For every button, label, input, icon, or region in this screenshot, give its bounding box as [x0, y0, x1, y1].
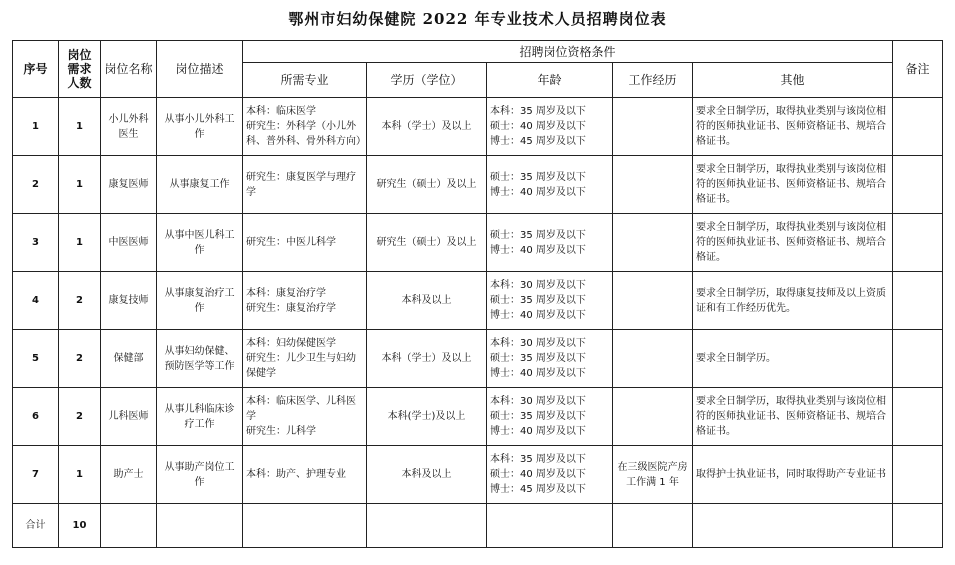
empty-cell	[487, 504, 613, 548]
total-label: 合计	[13, 504, 59, 548]
header-description: 岗位描述	[157, 41, 243, 98]
cell-remark	[893, 388, 943, 446]
cell-age	[487, 388, 613, 446]
cell-degree: 本科（学士）及以上	[367, 330, 487, 388]
age-line: 硕士：35 周岁及以下	[490, 295, 586, 306]
header-demand: 岗位需求人数	[59, 41, 101, 98]
total-value: 10	[59, 504, 101, 548]
cell-experience	[613, 214, 693, 272]
major-line: 本科：临床医学	[246, 106, 316, 117]
cell-demand: 2	[59, 388, 101, 446]
age-line: 本科：35 周岁及以下	[490, 454, 586, 465]
cell-seq: 3	[13, 214, 59, 272]
cell-position: 儿科医师	[101, 388, 157, 446]
empty-cell	[367, 504, 487, 548]
cell-age	[487, 98, 613, 156]
age-line: 本科：30 周岁及以下	[490, 396, 586, 407]
empty-cell	[893, 504, 943, 548]
header-major: 所需专业	[243, 63, 367, 98]
major-line: 研究生：外科学（小儿外科、普外科、骨外科方向）	[246, 121, 366, 147]
age-line: 硕士：35 周岁及以下	[490, 171, 586, 183]
age-line: 博士：45 周岁及以下	[490, 136, 586, 147]
cell-demand: 2	[59, 330, 101, 388]
major-line: 本科：临床医学、儿科医学	[246, 396, 356, 422]
cell-description: 从事助产岗位工作	[157, 446, 243, 504]
cell-description: 从事康复工作	[157, 156, 243, 214]
cell-major	[243, 330, 367, 388]
header-seq: 序号	[13, 41, 59, 98]
age-line: 硕士：40 周岁及以下	[490, 469, 586, 480]
cell-seq: 1	[13, 98, 59, 156]
cell-experience	[613, 98, 693, 156]
total-row	[13, 504, 943, 548]
table-row	[13, 388, 943, 446]
cell-age	[487, 156, 613, 214]
page-title: 鄂州市妇幼保健院 2022 年专业技术人员招聘岗位表	[288, 10, 667, 28]
cell-remark	[893, 214, 943, 272]
cell-major	[243, 388, 367, 446]
age-line: 硕士：35 周岁及以下	[490, 411, 586, 422]
cell-seq: 7	[13, 446, 59, 504]
cell-experience	[613, 388, 693, 446]
cell-remark	[893, 446, 943, 504]
cell-major	[243, 272, 367, 330]
cell-position: 中医医师	[101, 214, 157, 272]
header-other: 其他	[693, 63, 893, 98]
cell-position: 康复技师	[101, 272, 157, 330]
age-line: 本科：30 周岁及以下	[490, 338, 586, 349]
age-line: 博士：45 周岁及以下	[490, 484, 586, 495]
table-row	[13, 446, 943, 504]
cell-degree: 本科(学士)及以上	[367, 388, 487, 446]
cell-position: 小儿外科医生	[101, 98, 157, 156]
cell-remark	[893, 156, 943, 214]
cell-position: 康复医师	[101, 156, 157, 214]
age-line: 本科：35 周岁及以下	[490, 106, 586, 117]
major-line: 研究生：儿科学	[246, 426, 316, 437]
cell-seq: 6	[13, 388, 59, 446]
cell-degree: 本科及以上	[367, 272, 487, 330]
age-line: 本科：30 周岁及以下	[490, 280, 586, 291]
header-position: 岗位名称	[101, 41, 157, 98]
header-conditions: 招聘岗位资格条件	[243, 41, 893, 63]
header-degree: 学历（学位）	[367, 63, 487, 98]
table-row	[13, 98, 943, 156]
cell-other: 要求全日制学历。	[693, 330, 893, 388]
major-line: 研究生：康复治疗学	[246, 302, 336, 314]
cell-degree: 研究生（硕士）及以上	[367, 214, 487, 272]
cell-other: 要求全日制学历，取得执业类别与该岗位相符的医师执业证书、医师资格证书、规培合格证。	[693, 214, 893, 272]
header-remark: 备注	[893, 41, 943, 98]
cell-degree: 本科（学士）及以上	[367, 98, 487, 156]
cell-age	[487, 272, 613, 330]
cell-major	[243, 98, 367, 156]
cell-experience	[613, 156, 693, 214]
cell-experience	[613, 330, 693, 388]
cell-seq: 4	[13, 272, 59, 330]
cell-degree: 研究生（硕士）及以上	[367, 156, 487, 214]
table-row	[13, 214, 943, 272]
empty-cell	[243, 504, 367, 548]
cell-position: 保健部	[101, 330, 157, 388]
table-row	[13, 272, 943, 330]
cell-remark	[893, 272, 943, 330]
recruitment-table	[12, 40, 943, 548]
cell-description: 从事康复治疗工作	[157, 272, 243, 330]
cell-description: 从事妇幼保健、预防医学等工作	[157, 330, 243, 388]
cell-major	[243, 214, 367, 272]
empty-cell	[157, 504, 243, 548]
cell-degree: 本科及以上	[367, 446, 487, 504]
cell-position: 助产士	[101, 446, 157, 504]
major-line: 研究生：中医儿科学	[246, 237, 336, 248]
empty-cell	[693, 504, 893, 548]
cell-other: 要求全日制学历，取得执业类别与该岗位相符的医师执业证书、医师资格证书、规培合格证书。	[693, 98, 893, 156]
cell-seq: 2	[13, 156, 59, 214]
cell-age	[487, 214, 613, 272]
cell-age	[487, 446, 613, 504]
cell-experience: 在三级医院产房工作满 1 年	[613, 446, 693, 504]
major-line: 本科：康复治疗学	[246, 287, 326, 299]
cell-remark	[893, 98, 943, 156]
cell-description: 从事儿科临床诊疗工作	[157, 388, 243, 446]
header-age: 年龄	[487, 63, 613, 98]
cell-other: 要求全日制学历，取得康复技师及以上资质证和有工作经历优先。	[693, 272, 893, 330]
cell-demand: 1	[59, 214, 101, 272]
cell-description: 从事小儿外科工作	[157, 98, 243, 156]
age-line: 硕士：40 周岁及以下	[490, 121, 586, 132]
table-row	[13, 156, 943, 214]
age-line: 博士：40 周岁及以下	[490, 186, 586, 198]
age-line: 博士：40 周岁及以下	[490, 310, 586, 321]
empty-cell	[613, 504, 693, 548]
major-line: 研究生：儿少卫生与妇幼保健学	[246, 353, 356, 379]
age-line: 硕士：35 周岁及以下	[490, 229, 586, 241]
major-line: 本科：妇幼保健医学	[246, 338, 336, 349]
cell-major	[243, 446, 367, 504]
cell-age	[487, 330, 613, 388]
cell-remark	[893, 330, 943, 388]
cell-description: 从事中医儿科工作	[157, 214, 243, 272]
empty-cell	[101, 504, 157, 548]
age-line: 博士：40 周岁及以下	[490, 368, 586, 379]
cell-other: 要求全日制学历，取得执业类别与该岗位相符的医师执业证书、医师资格证书、规培合格证书。	[693, 156, 893, 214]
header-experience: 工作经历	[613, 63, 693, 98]
major-line: 研究生：康复医学与理疗学	[246, 171, 356, 198]
cell-demand: 1	[59, 98, 101, 156]
cell-other: 取得护士执业证书，同时取得助产专业证书	[693, 446, 893, 504]
age-line: 博士：40 周岁及以下	[490, 244, 586, 256]
major-line: 本科：助产、护理专业	[246, 469, 346, 480]
cell-major	[243, 156, 367, 214]
cell-demand: 1	[59, 446, 101, 504]
cell-seq: 5	[13, 330, 59, 388]
cell-other: 要求全日制学历，取得执业类别与该岗位相符的医师执业证书、医师资格证书、规培合格证书。	[693, 388, 893, 446]
age-line: 硕士：35 周岁及以下	[490, 353, 586, 364]
cell-demand: 2	[59, 272, 101, 330]
age-line: 博士：40 周岁及以下	[490, 426, 586, 437]
table-row	[13, 330, 943, 388]
cell-demand: 1	[59, 156, 101, 214]
cell-experience	[613, 272, 693, 330]
